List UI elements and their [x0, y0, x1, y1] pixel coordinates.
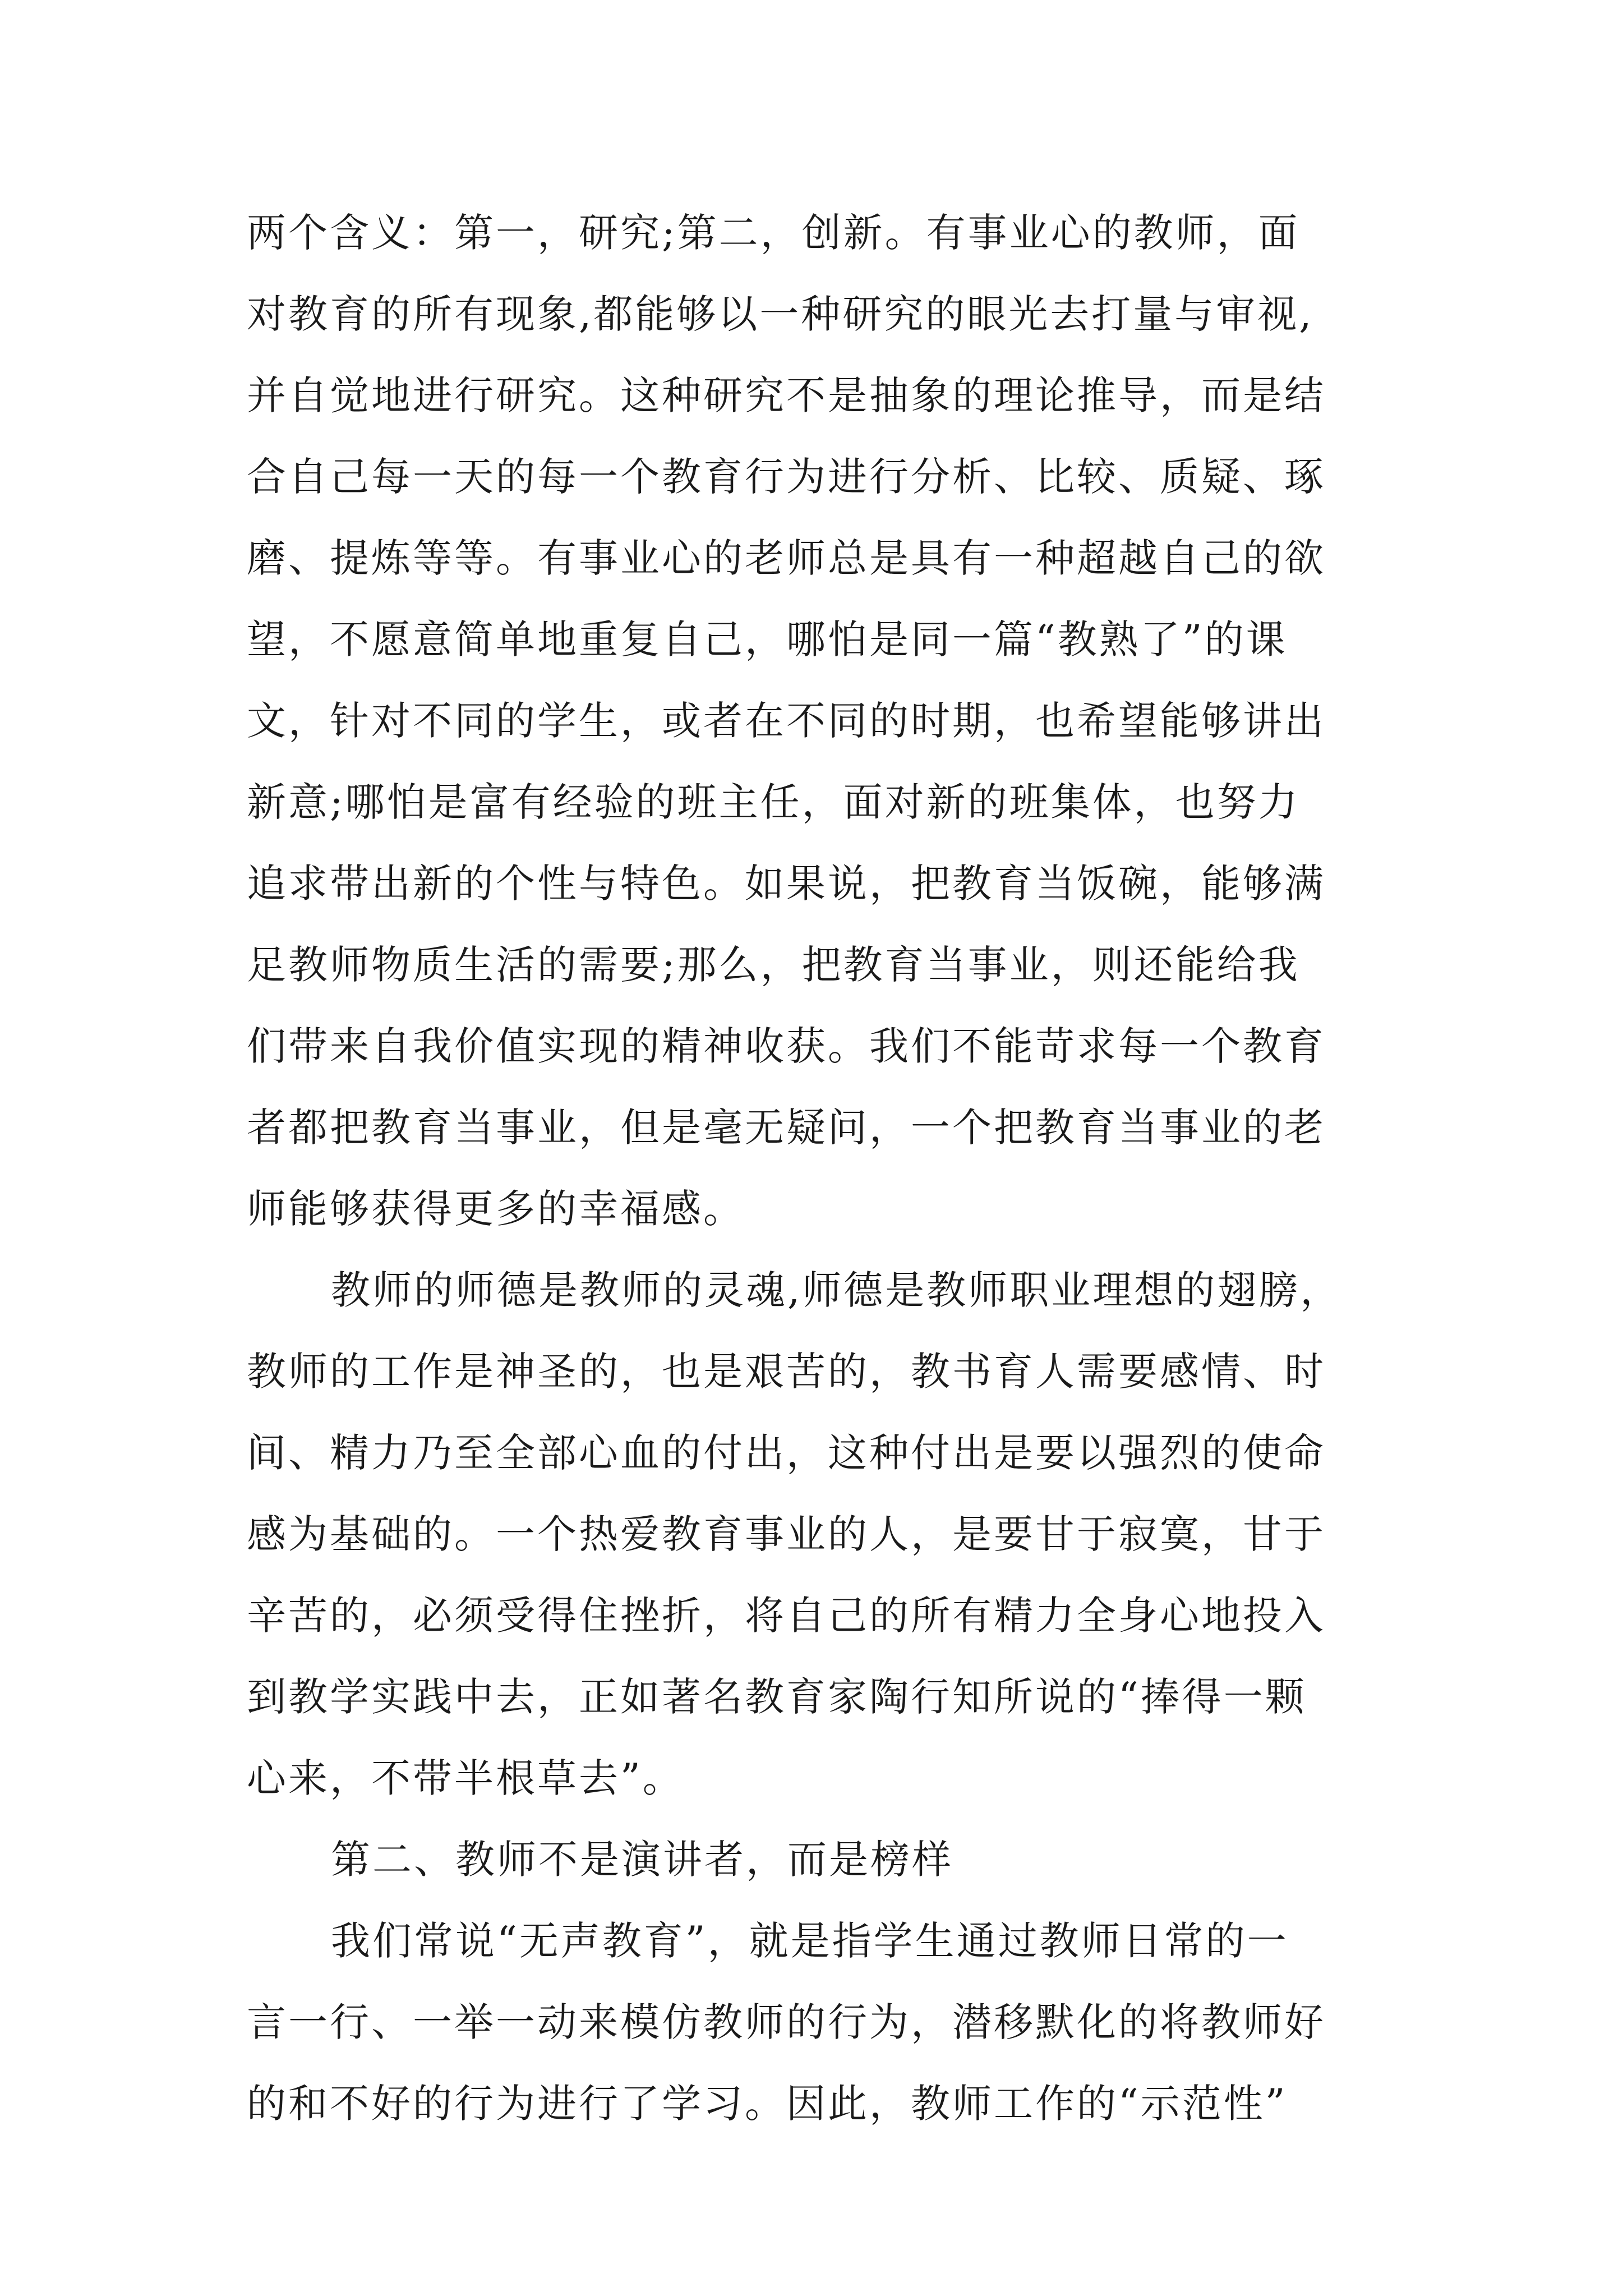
- text-line: 的和不好的行为进行了学习。因此，教师工作的“示范性”: [247, 2081, 1288, 2127]
- text-line: 言一行、一举一动来模仿教师的行为，潜移默化的将教师好: [247, 1999, 1326, 2045]
- text-line: 感为基础的。一个热爱教育事业的人，是要甘于寂寞，甘于: [247, 1511, 1326, 1557]
- text-line: 并自觉地进行研究。这种研究不是抽象的理论推导，而是结: [247, 372, 1326, 418]
- text-line: 到教学实践中去，正如著名教育家陶行知所说的“捧得一颗: [247, 1674, 1307, 1720]
- text-line: 者都把教育当事业，但是毫无疑问，一个把教育当事业的老: [247, 1105, 1326, 1151]
- text-line: 望，不愿意简单地重复自己，哪怕是同一篇“教熟了”的课: [247, 616, 1288, 662]
- text-line: 两个含义：第一，研究;第二，创新。有事业心的教师，面: [247, 210, 1300, 256]
- text-line: 磨、提炼等等。有事业心的老师总是具有一种超越自己的欲: [247, 535, 1326, 581]
- text-line: 新意;哪怕是富有经验的班主任，面对新的班集体，也努力: [247, 779, 1300, 825]
- section-heading: 第二、教师不是演讲者，而是榜样: [331, 1837, 953, 1883]
- text-line: 们带来自我价值实现的精神收获。我们不能苛求每一个教育: [247, 1023, 1326, 1069]
- text-line: 足教师物质生活的需要;那么，把教育当事业，则还能给我: [247, 942, 1300, 988]
- text-line: 教师的工作是神圣的，也是艰苦的，教书育人需要感情、时: [247, 1349, 1326, 1395]
- paragraph-start-line: 教师的师德是教师的灵魂,师德是教师职业理想的翅膀，: [331, 1267, 1342, 1313]
- text-line: 追求带出新的个性与特色。如果说，把教育当饭碗，能够满: [247, 861, 1326, 907]
- text-line: 对教育的所有现象,都能够以一种研究的眼光去打量与审视,: [247, 291, 1314, 337]
- text-line: 心来，不带半根草去”。: [247, 1755, 684, 1801]
- text-line: 师能够获得更多的幸福感。: [247, 1186, 745, 1232]
- text-line: 文，针对不同的学生，或者在不同的时期，也希望能够讲出: [247, 698, 1326, 744]
- paragraph-start-line: 我们常说“无声教育”，就是指学生通过教师日常的一: [331, 1918, 1289, 1964]
- text-line: 间、精力乃至全部心血的付出，这种付出是要以强烈的使命: [247, 1430, 1326, 1476]
- text-line: 辛苦的，必须受得住挫折，将自己的所有精力全身心地投入: [247, 1593, 1326, 1639]
- text-line: 合自己每一天的每一个教育行为进行分析、比较、质疑、琢: [247, 454, 1326, 500]
